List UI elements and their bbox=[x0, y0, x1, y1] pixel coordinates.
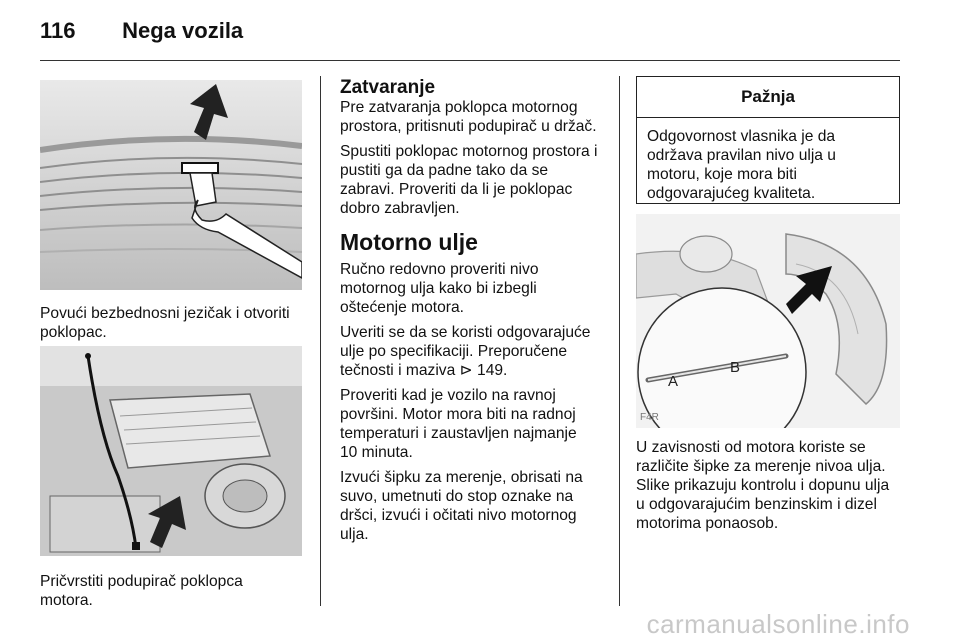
caption-dipstick: U zavisnosti od motora koriste se različite šipke za merenje nivoa ulja. Slike prikazuju kontrolu i dopunu ulja u odgovarajućim benzinskim i dizel motorima ponaosob. bbox=[636, 439, 890, 532]
notice-title: Pažnja bbox=[637, 77, 899, 118]
notice-box bbox=[636, 76, 900, 204]
figure-dipstick bbox=[636, 214, 900, 428]
figure-hood-stay bbox=[40, 346, 302, 556]
left-caption-1 bbox=[40, 304, 312, 348]
column-divider-1 bbox=[320, 76, 321, 606]
oil-paragraph-1: Ručno redovno proveriti nivo motornog ulja kako bi izbegli oštećenje motora. bbox=[340, 261, 539, 316]
page-reference-icon: ⊳ bbox=[459, 362, 473, 379]
watermark-text: carmanualsonline.info bbox=[646, 609, 910, 639]
page-title: Nega vozila bbox=[122, 18, 244, 43]
closing-paragraph-1: Pre zatvaranja poklopca motornog prostora, pritisnuti podupirač u držač. bbox=[340, 99, 597, 135]
oil-heading: Motorno ulje bbox=[340, 229, 478, 255]
oil-paragraph-2-text: Uveriti se da se koristi odgovarajuće ulje po specifikaciji. Preporučene tečnosti i maziva bbox=[340, 324, 591, 379]
caption-release-tab: Povući bezbednosni jezičak i otvoriti poklopac. bbox=[40, 305, 290, 341]
caption-hood-stay: Pričvrstiti podupirač poklopca motora. bbox=[40, 573, 243, 609]
notice-body: Odgovornost vlasnika je da održava pravilan nivo ulja u motoru, koje mora biti odgovarajućeg kvaliteta. bbox=[647, 128, 836, 202]
oil-paragraph-4: Izvući šipku za merenje, obrisati na suvo, umetnuti do stop oznake na dršci, izvući i očitati nivo motornog ulja. bbox=[340, 469, 583, 543]
closing-paragraph-2: Spustiti poklopac motornog prostora i pustiti ga da padne tako da se zabravi. Proveriti da li je poklopac dobro zabravljen. bbox=[340, 143, 598, 217]
page-header bbox=[40, 18, 243, 44]
closing-heading: Zatvaranje bbox=[340, 77, 436, 98]
left-caption-2 bbox=[40, 572, 312, 616]
oil-paragraph-2 bbox=[340, 323, 610, 380]
figure-label-b: B bbox=[730, 359, 741, 376]
column-divider-2 bbox=[619, 76, 620, 606]
middle-column bbox=[340, 78, 610, 550]
right-caption bbox=[636, 438, 906, 539]
figure-release-tab bbox=[40, 80, 302, 290]
oil-paragraph-3: Proveriti kad je vozilo na ravnoj površini. Motor mora biti na radnoj temperaturi i zaustavljen najmanje 10 minuta. bbox=[340, 387, 577, 461]
figure-code: F4R bbox=[640, 412, 659, 423]
figure-label-a: A bbox=[668, 373, 679, 390]
header-rule bbox=[40, 60, 900, 61]
page-number: 116 bbox=[40, 18, 76, 43]
page-reference-number[interactable]: 149. bbox=[472, 362, 508, 379]
